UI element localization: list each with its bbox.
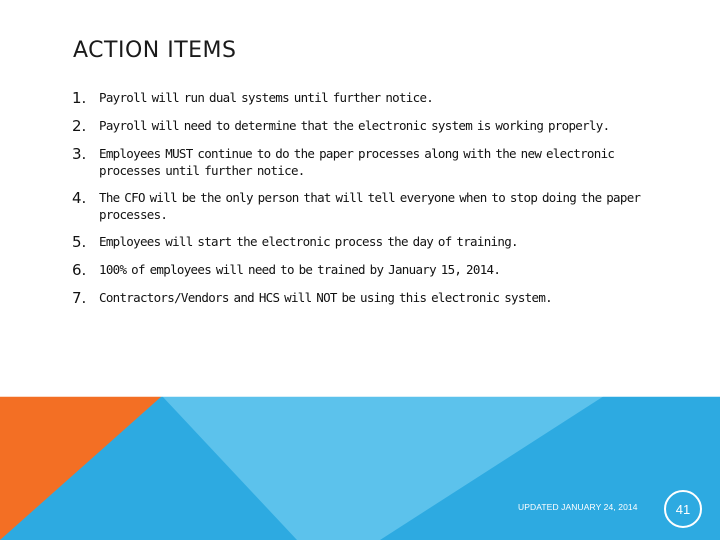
item-text: The CFO will be the only person that will tell everyone when to stop doing the paper processes. [99, 190, 641, 222]
item-text: Payroll will run dual systems until further notice. [99, 90, 434, 105]
list-item [72, 290, 652, 307]
item-text: Employees MUST continue to do the paper processes along with the new electronic processes until further notice. [99, 146, 615, 178]
footer-date: UPDATED JANUARY 24, 2014 [518, 502, 638, 512]
item-number: 5. [72, 233, 87, 251]
page-number: 41 [675, 501, 691, 517]
page-number-badge [664, 490, 702, 528]
list-item [72, 262, 652, 279]
item-number: 1. [72, 89, 87, 107]
item-text: Contractors/Vendors and HCS will NOT be using this electronic system. [99, 290, 552, 305]
list-item [72, 190, 652, 223]
slide-title: ACTION ITEMS [73, 38, 237, 63]
item-number: 7. [72, 289, 87, 307]
list-item [72, 118, 652, 135]
item-text: 100% of employees will need to be trained by January 15, 2014. [99, 262, 501, 277]
item-number: 3. [72, 145, 87, 163]
item-text: Employees will start the electronic process the day of training. [99, 234, 518, 249]
list-item [72, 146, 652, 179]
item-number: 2. [72, 117, 87, 135]
decorative-footer-shapes [0, 396, 720, 540]
item-number: 4. [72, 189, 87, 207]
item-number: 6. [72, 261, 87, 279]
item-text: Payroll will need to determine that the electronic system is working properly. [99, 118, 610, 133]
action-items-list [72, 90, 652, 318]
list-item [72, 90, 652, 107]
list-item [72, 234, 652, 251]
